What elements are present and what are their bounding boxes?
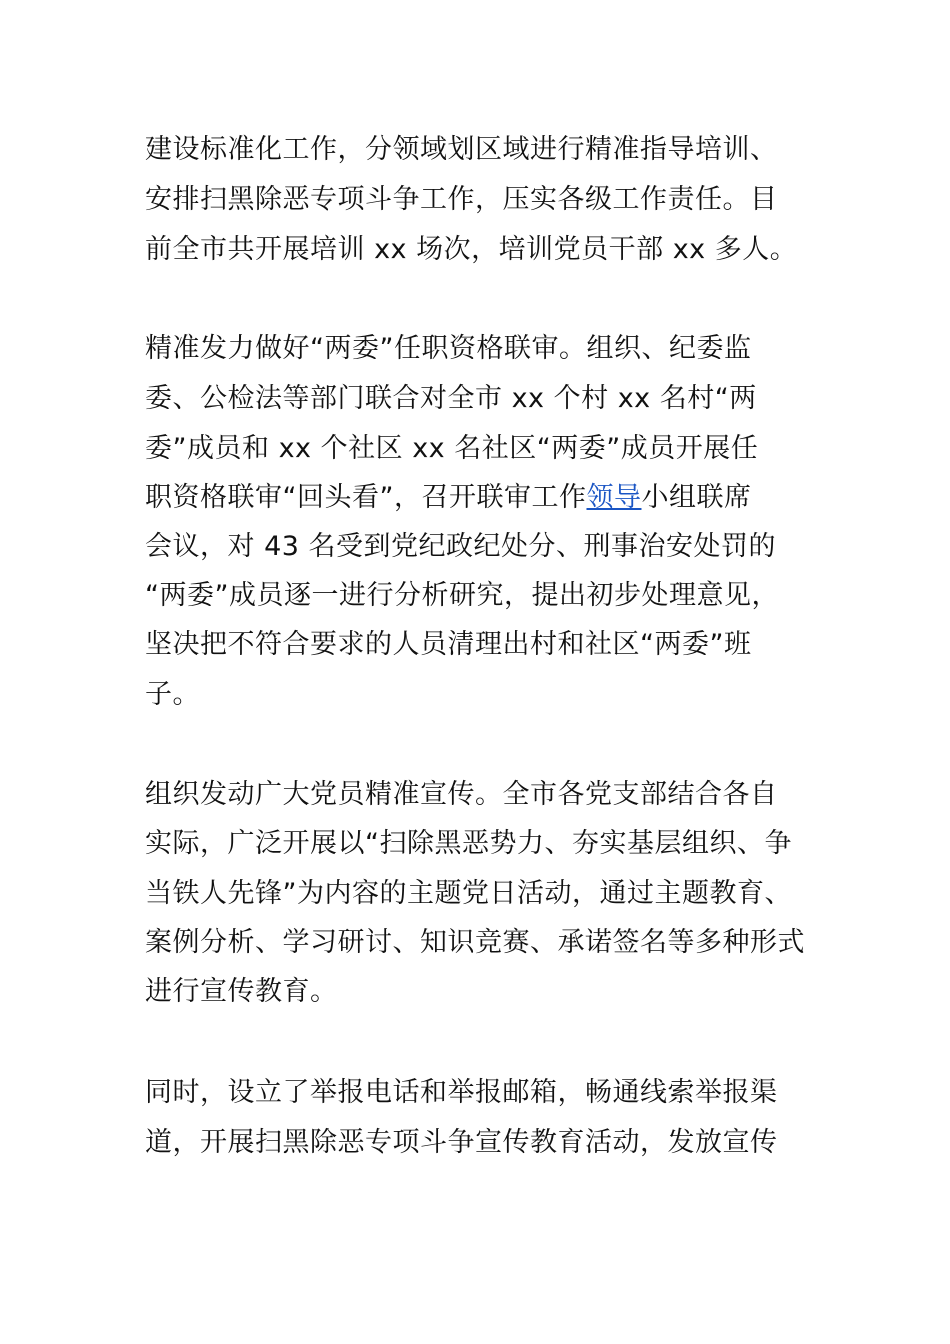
paragraph-line: 道，开展扫黑除恶专项斗争宣传教育活动，发放宣传 [145,1127,778,1158]
paragraph-line: 子。 [145,679,200,710]
paragraph-line: 当铁人先锋”为内容的主题党日活动，通过主题教育、 [145,878,792,909]
paragraph-line [145,482,751,514]
paragraph-line: 委”成员和 xx 个社区 xx 名社区“两委”成员开展任 [145,433,759,464]
paragraph-line: 精准发力做好“两委”任职资格联审。组织、纪委监 [145,333,752,364]
paragraph-line: 建设标准化工作，分领域划区域进行精准指导培训、 [145,134,778,165]
paragraph-line: 坚决把不符合要求的人员清理出村和社区“两委”班 [145,629,752,660]
paragraph-line: 前全市共开展培训 xx 场次，培训党员干部 xx 多人。 [145,234,798,265]
paragraph-line: 进行宣传教育。 [145,976,338,1007]
paragraph-line: “两委”成员逐一进行分析研究，提出初步处理意见， [145,580,779,611]
line-text-after-link: 小组联席 [641,482,752,513]
paragraph-line: 委、公检法等部门联合对全市 xx 个村 xx 名村“两 [145,383,757,414]
line-text-before-link: 职资格联审“回头看”，召开联审工作 [145,482,587,513]
paragraph-line: 会议，对 43 名受到党纪政纪处分、刑事治安处罚的 [145,531,777,562]
paragraph-line: 同时，设立了举报电话和举报邮箱，畅通线索举报渠 [145,1077,778,1108]
paragraph-line: 组织发动广大党员精准宣传。全市各党支部结合各自 [145,779,778,810]
leadership-link[interactable]: 领导 [586,482,642,513]
paragraph-line: 案例分析、学习研讨、知识竞赛、承诺签名等多种形式 [145,927,805,958]
paragraph-line: 安排扫黑除恶专项斗争工作，压实各级工作责任。目 [145,184,778,215]
paragraph-line: 实际，广泛开展以“扫除黑恶势力、夯实基层组织、争 [145,828,792,859]
